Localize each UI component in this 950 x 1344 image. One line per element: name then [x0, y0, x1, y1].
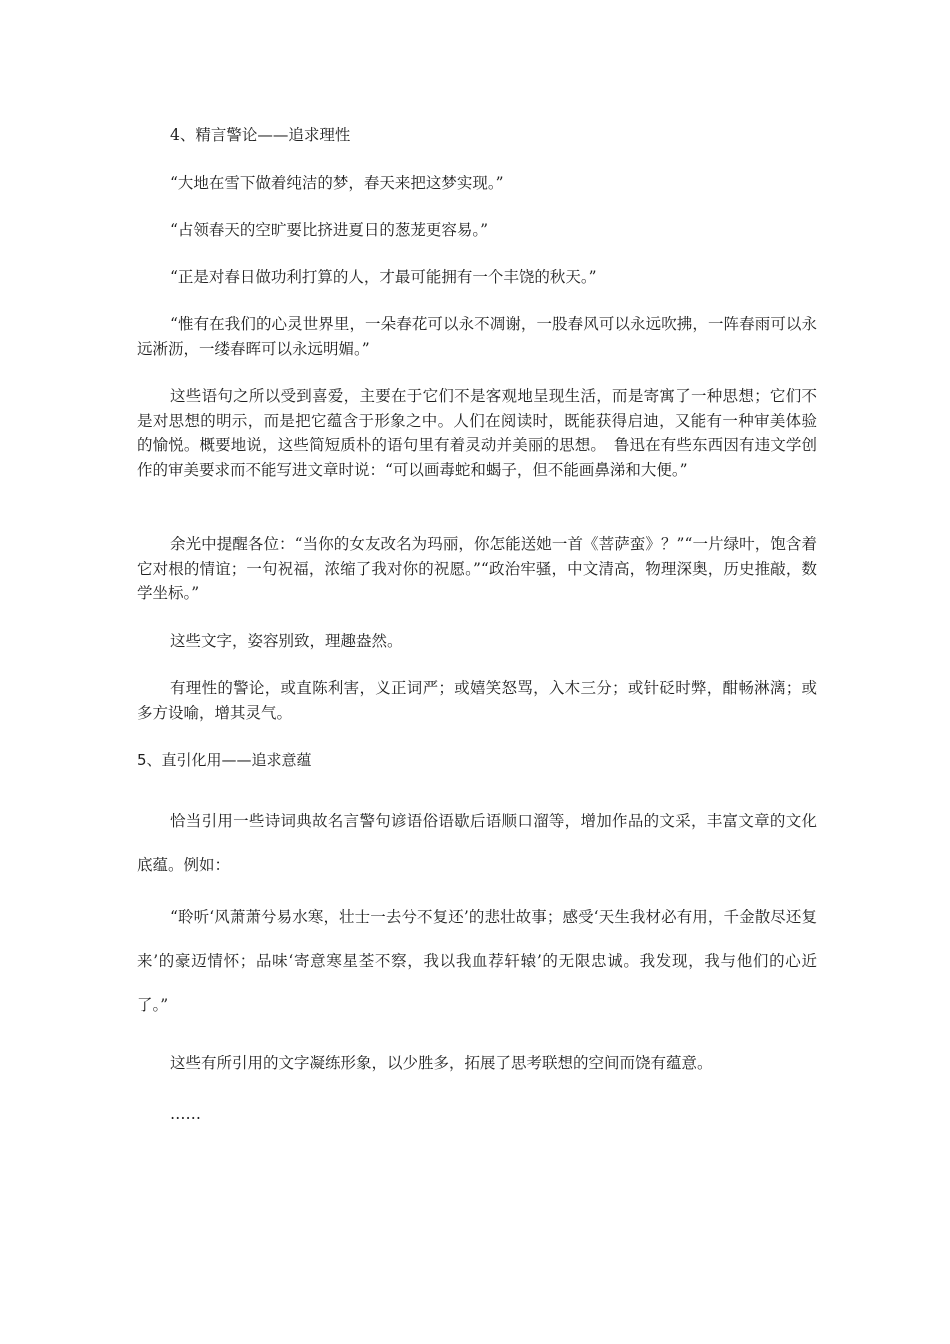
quote-paragraph: “正是对春日做功利打算的人，才最可能拥有一个丰饶的秋天。” [170, 268, 597, 286]
quote-paragraph: “聆听‘风萧萧兮易水寒，壮士一去兮不复还’的悲壮故事；感受‘天生我材必有用，千金散尽还复来’的豪迈情怀；品味‘寄意寒星荃不察，我以我血荐轩辕’的无限忠诚。我发现，我与他们的心近了。” [137, 908, 817, 1014]
body-paragraph: 余光中提醒各位：“当你的女友改名为玛丽，你怎能送她一首《菩萨蛮》？”“一片绿叶，饱含着它对根的情谊；一句祝福，浓缩了我对你的祝愿。”“政治牢骚，中文清高，物理深奥，历史推敲，数学坐标。” [137, 535, 817, 602]
quote-paragraph: “大地在雪下做着纯洁的梦，春天来把这梦实现。” [170, 174, 504, 192]
section-heading-5: 5、直引化用——追求意蕴 [137, 751, 312, 769]
body-paragraph: 这些语句之所以受到喜爱，主要在于它们不是客观地呈现生活，而是寄寓了一种思想；它们不是对思想的明示，而是把它蕴含于形象之中。人们在阅读时，既能获得启迪，又能有一种审美体验的愉悦。概要地说，这些简短质朴的语句里有着灵动并美丽的思想。 鲁迅在有些东西因有违文学创作的审美要求而不能写进文章时说：“可以画毒蛇和蝎子，但不能画鼻涕和大便。” [137, 387, 817, 479]
quote-paragraph: “占领春天的空旷要比挤进夏日的葱茏更容易。” [170, 221, 489, 239]
section-heading-4: 4、精言警论——追求理性 [170, 126, 351, 144]
body-paragraph: 这些有所引用的文字凝练形象，以少胜多，拓展了思考联想的空间而饶有蕴意。 [170, 1054, 713, 1072]
body-paragraph: 恰当引用一些诗词典故名言警句谚语俗语歇后语顺口溜等，增加作品的文采，丰富文章的文化底蕴。例如： [137, 812, 817, 874]
quote-paragraph: “惟有在我们的心灵世界里，一朵春花可以永不凋谢，一股春风可以永远吹拂，一阵春雨可以永远淅沥，一缕春晖可以永远明媚。” [137, 315, 817, 358]
body-paragraph: 这些文字，姿容别致，理趣盎然。 [170, 632, 403, 650]
body-paragraph: 有理性的警论，或直陈利害，义正词严；或嬉笑怒骂，入木三分；或针砭时弊，酣畅淋漓；或多方设喻，增其灵气。 [137, 679, 817, 722]
ellipsis-text: …… [170, 1105, 201, 1123]
